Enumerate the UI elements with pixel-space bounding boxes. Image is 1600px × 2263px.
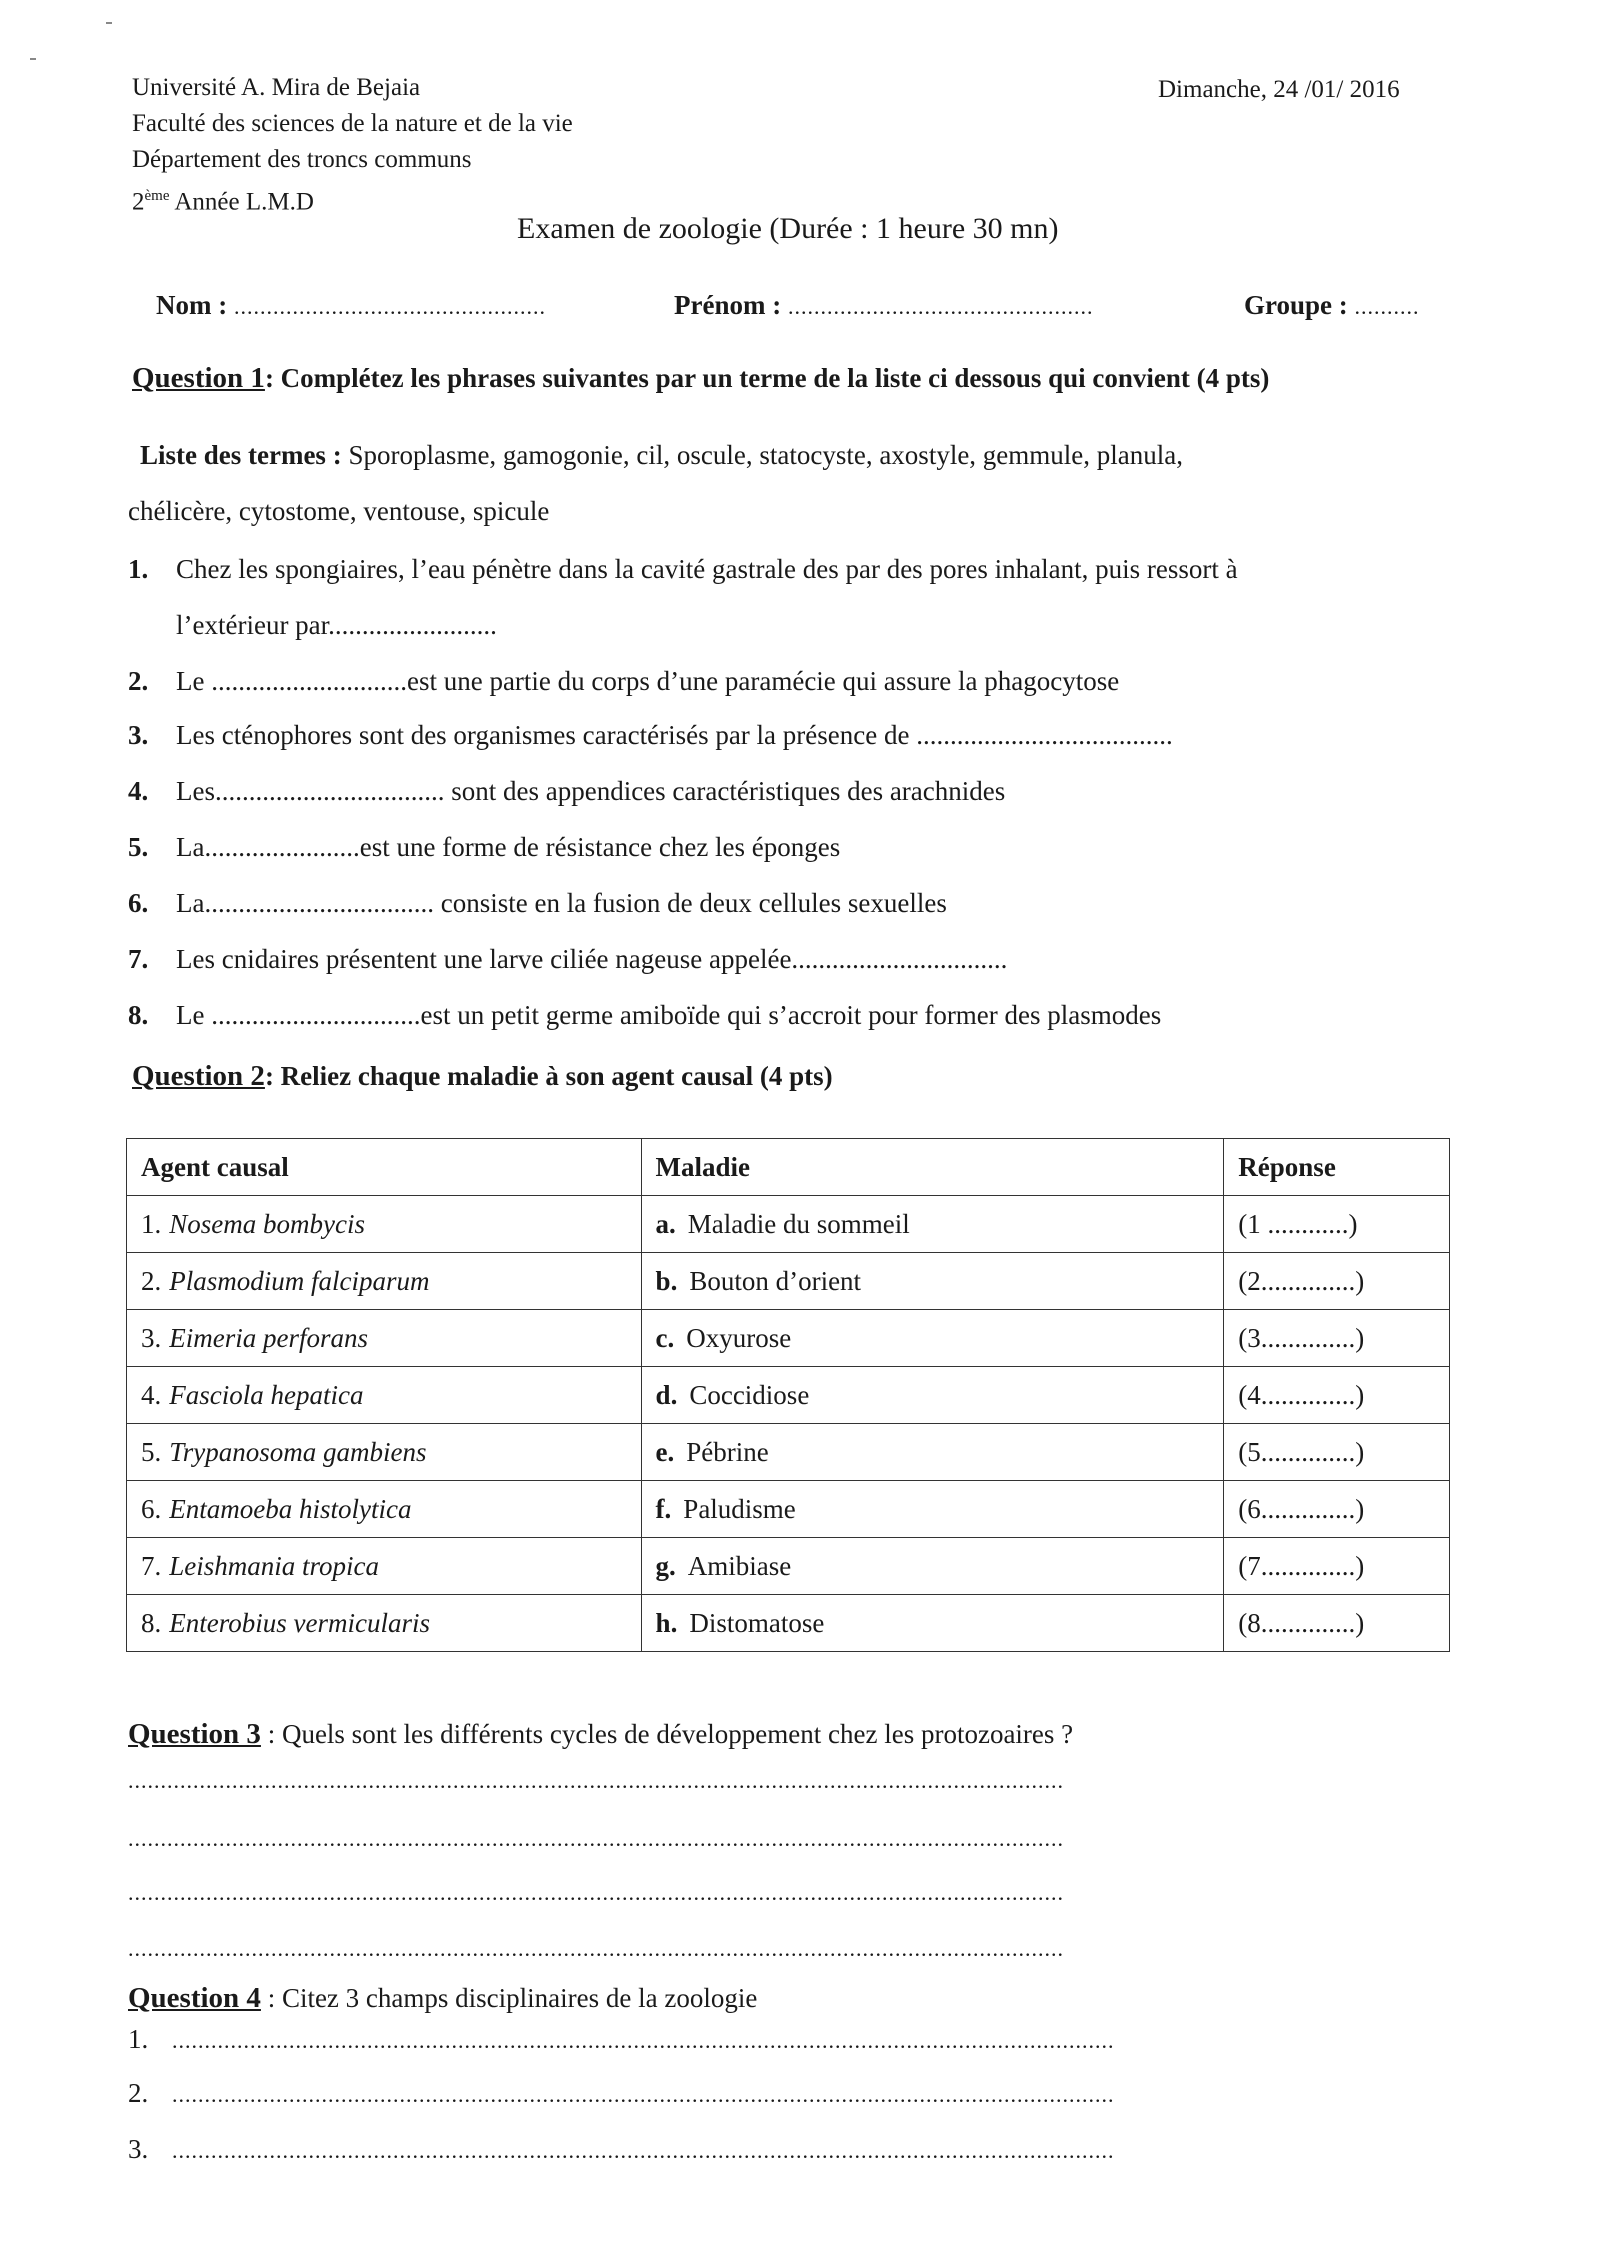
- item-text[interactable]: Le .............................est une partie du corps d’une paramécie qui assure la phagocytose: [176, 666, 1120, 696]
- header-reponse: Réponse: [1224, 1139, 1450, 1196]
- row-letter: d.: [655, 1379, 678, 1410]
- answer-line[interactable]: ................................................................................................................................................: [128, 1768, 1064, 1793]
- maladie-cell: [641, 1367, 1224, 1424]
- item-text[interactable]: La.......................est une forme de résistance chez les éponges: [176, 832, 841, 862]
- terms-line-1: Sporoplasme, gamogonie, cil, oscule, statocyste, axostyle, gemmule, planula,: [341, 440, 1183, 470]
- identity-line: [156, 290, 546, 321]
- agent-cell: [127, 1367, 642, 1424]
- item-number: 7.: [128, 944, 149, 974]
- maladie-cell: [641, 1595, 1224, 1652]
- maladie-cell: [641, 1196, 1224, 1253]
- table-row: [127, 1310, 1450, 1367]
- item-text[interactable]: Le ...............................est un petit germe amiboïde qui s’accroit pour former des plasmodes: [176, 1000, 1162, 1030]
- row-letter: e.: [655, 1436, 675, 1467]
- row-number: 4.: [141, 1379, 162, 1410]
- agent-name: Trypanosoma gambiens: [169, 1436, 427, 1467]
- item-text[interactable]: Les.................................. sont des appendices caractéristiques des arachnides: [176, 776, 1006, 806]
- answer-cell[interactable]: (5..............): [1224, 1424, 1450, 1481]
- groupe-block: [1244, 290, 1420, 321]
- item-text[interactable]: La.................................. consiste en la fusion de deux cellules sexuelles: [176, 888, 947, 918]
- table-row: [127, 1481, 1450, 1538]
- maladie-name: Bouton d’orient: [689, 1265, 862, 1296]
- row-number: 5.: [141, 1436, 162, 1467]
- maladie-cell: [641, 1424, 1224, 1481]
- agent-cell: [127, 1595, 642, 1652]
- answer-line[interactable]: .................................................................................................................................................: [172, 2028, 1115, 2053]
- row-letter: b.: [655, 1265, 678, 1296]
- terms-label: Liste des termes :: [140, 440, 342, 470]
- maladie-name: Oxyurose: [686, 1322, 792, 1353]
- item-number: 3.: [128, 2134, 149, 2164]
- question-3-heading: [128, 1718, 1073, 1751]
- nom-label: Nom :: [156, 290, 228, 320]
- q1-item: [128, 832, 840, 863]
- row-letter: a.: [655, 1208, 676, 1239]
- question-2-label: Question 2: [132, 1060, 265, 1092]
- row-letter: c.: [655, 1322, 675, 1353]
- agent-name: Nosema bombycis: [169, 1208, 365, 1239]
- agent-name: Plasmodium falciparum: [169, 1265, 430, 1296]
- item-number: 1.: [128, 2024, 149, 2054]
- table-row: [127, 1253, 1450, 1310]
- item-number: 2.: [128, 666, 149, 696]
- answer-cell[interactable]: (6..............): [1224, 1481, 1450, 1538]
- answer-cell[interactable]: (4..............): [1224, 1367, 1450, 1424]
- table-row: [127, 1538, 1450, 1595]
- agent-cell: [127, 1253, 642, 1310]
- year-text: Année L.M.D: [169, 188, 314, 216]
- maladie-name: Coccidiose: [689, 1379, 810, 1410]
- q1-item: [128, 720, 1173, 751]
- agent-name: Leishmania tropica: [169, 1550, 380, 1581]
- agent-name: Fasciola hepatica: [169, 1379, 364, 1410]
- header-agent: Agent causal: [127, 1139, 642, 1196]
- maladie-name: Paludisme: [683, 1493, 796, 1524]
- answer-line[interactable]: ................................................................................................................................................: [128, 1826, 1064, 1851]
- prenom-field[interactable]: ...............................................: [787, 294, 1094, 319]
- maladie-name: Pébrine: [686, 1436, 769, 1467]
- maladie-cell: [641, 1310, 1224, 1367]
- q1-item: [128, 666, 1119, 697]
- item-number: 5.: [128, 832, 149, 862]
- row-number: 2.: [141, 1265, 162, 1296]
- agent-name: Entamoeba histolytica: [169, 1493, 412, 1524]
- agent-cell: [127, 1310, 642, 1367]
- q1-item: [128, 944, 1007, 975]
- question-4-label: Question 4: [128, 1982, 261, 2014]
- answer-line[interactable]: ................................................................................................................................................: [128, 1880, 1064, 1905]
- item-number: 1.: [128, 554, 149, 584]
- maladie-cell: [641, 1538, 1224, 1595]
- question-2-heading: [132, 1060, 833, 1093]
- q1-item: [128, 776, 1005, 807]
- table-row: [127, 1424, 1450, 1481]
- row-letter: h.: [655, 1607, 678, 1638]
- row-number: 1.: [141, 1208, 162, 1239]
- maladie-name: Maladie du sommeil: [687, 1208, 910, 1239]
- question-1-label: Question 1: [132, 362, 265, 394]
- item-number: 2.: [128, 2078, 149, 2108]
- q1-item: [128, 554, 1238, 585]
- exam-date: Dimanche, 24 /01/ 2016: [1158, 76, 1400, 103]
- q4-item: [128, 2024, 1115, 2055]
- maladie-cell: [641, 1253, 1224, 1310]
- maladie-name: Amibiase: [687, 1550, 792, 1581]
- answer-line[interactable]: .................................................................................................................................................: [172, 2082, 1115, 2107]
- agent-cell: [127, 1424, 642, 1481]
- q1-item: [128, 1000, 1161, 1031]
- answer-cell[interactable]: (2..............): [1224, 1253, 1450, 1310]
- agent-cell: [127, 1196, 642, 1253]
- row-number: 7.: [141, 1550, 162, 1581]
- question-3-label: Question 3: [128, 1718, 261, 1750]
- maladie-cell: [641, 1481, 1224, 1538]
- agent-cell: [127, 1538, 642, 1595]
- terms-list: [140, 440, 1183, 471]
- question-1-heading: [132, 362, 1269, 395]
- prenom-block: [674, 290, 1093, 321]
- q4-item: [128, 2134, 1115, 2165]
- row-number: 8.: [141, 1607, 162, 1638]
- agent-name: Enterobius vermicularis: [169, 1607, 430, 1638]
- answer-line[interactable]: ................................................................................................................................................: [128, 1936, 1064, 1961]
- row-letter: g.: [655, 1550, 676, 1581]
- groupe-label: Groupe :: [1244, 290, 1348, 320]
- question-2-text: : Reliez chaque maladie à son agent causal (4 pts): [264, 1061, 833, 1091]
- answer-cell[interactable]: (8..............): [1224, 1595, 1450, 1652]
- year-superscript: ème: [144, 188, 170, 204]
- university-name: Université A. Mira de Bejaia: [132, 74, 421, 101]
- matching-table: [126, 1138, 1450, 1652]
- row-number: 6.: [141, 1493, 162, 1524]
- item-text[interactable]: Les cténophores sont des organismes caractérisés par la présence de ......................................: [176, 720, 1173, 750]
- question-1-text: : Complétez les phrases suivantes par un terme de la liste ci dessous qui convient (4 pts): [264, 363, 1270, 393]
- question-4-text: : Citez 3 champs disciplinaires de la zoologie: [260, 1983, 758, 2013]
- item-number: 6.: [128, 888, 149, 918]
- terms-line-2: chélicère, cytostome, ventouse, spicule: [128, 496, 550, 526]
- maladie-name: Distomatose: [689, 1607, 825, 1638]
- year-number: 2: [132, 188, 145, 216]
- table-row: [127, 1595, 1450, 1652]
- item-text[interactable]: Chez les spongiaires, l’eau pénètre dans la cavité gastrale des par des pores inhalant, puis ressort à: [176, 554, 1238, 584]
- answer-cell[interactable]: (3..............): [1224, 1310, 1450, 1367]
- scan-mark: [106, 22, 112, 24]
- prenom-label: Prénom :: [674, 290, 782, 320]
- exam-title: Examen de zoologie (Durée : 1 heure 30 mn): [517, 212, 1059, 245]
- nom-field[interactable]: ................................................: [233, 294, 546, 319]
- groupe-field[interactable]: ..........: [1354, 294, 1420, 319]
- question-4-heading: [128, 1982, 757, 2015]
- q1-item-continuation[interactable]: l’extérieur par.........................: [176, 610, 497, 640]
- item-number: 3.: [128, 720, 149, 750]
- scan-mark: [30, 58, 36, 60]
- q1-item: [128, 888, 947, 919]
- table-header-row: [127, 1139, 1450, 1196]
- row-letter: f.: [655, 1493, 672, 1524]
- answer-line[interactable]: .................................................................................................................................................: [172, 2138, 1115, 2163]
- agent-cell: [127, 1481, 642, 1538]
- answer-cell[interactable]: (7..............): [1224, 1538, 1450, 1595]
- table-row: [127, 1196, 1450, 1253]
- item-text[interactable]: Les cnidaires présentent une larve ciliée nageuse appelée................................: [176, 944, 1008, 974]
- item-number: 4.: [128, 776, 149, 806]
- department-name: Département des troncs communs: [132, 146, 472, 173]
- q4-item: [128, 2078, 1115, 2109]
- header-maladie: Maladie: [641, 1139, 1224, 1196]
- study-year: [132, 178, 314, 220]
- agent-name: Eimeria perforans: [169, 1322, 368, 1353]
- faculty-name: Faculté des sciences de la nature et de la vie: [132, 110, 573, 137]
- answer-cell[interactable]: (1 ............): [1224, 1196, 1450, 1253]
- row-number: 3.: [141, 1322, 162, 1353]
- item-number: 8.: [128, 1000, 149, 1030]
- question-3-text: : Quels sont les différents cycles de développement chez les protozoaires ?: [260, 1719, 1074, 1749]
- table-row: [127, 1367, 1450, 1424]
